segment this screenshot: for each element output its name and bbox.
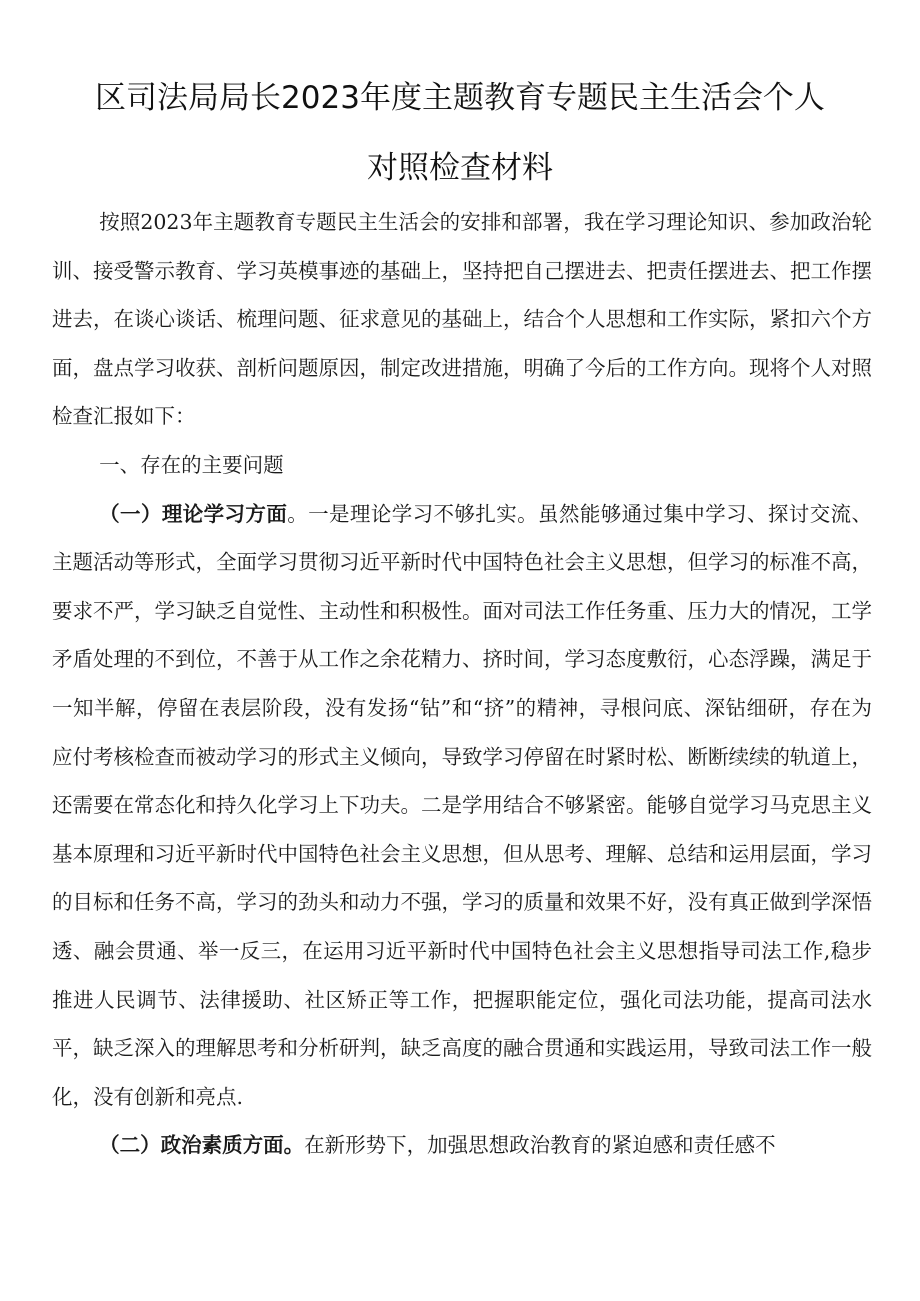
- theory-study-paragraph: [52, 490, 872, 1122]
- document-body: [52, 198, 872, 1170]
- intro-paragraph: 按照2023年主题教育专题民主生活会的安排和部署，我在学习理论知识、参加政治轮训、接受警示教育、学习英模事迹的基础上，坚持把自己摆进去、把责任摆进去、把工作摆进去，在谈心谈话、梳理问题、征求意见的基础上，结合个人思想和工作实际，紧扣六个方面，盘点学习收获、剖析问题原因，制定改进措施，明确了今后的工作方向。现将个人对照检查汇报如下：: [52, 210, 872, 429]
- political-quality-paragraph: [52, 1121, 872, 1170]
- theory-study-text: 。一是理论学习不够扎实。虽然能够通过集中学习、探讨交流、主题活动等形式，全面学习贯彻习近平新时代中国特色社会主义思想，但学习的标准不高，要求不严，学习缺乏自觉性、主动性和积极性。面对司法工作任务重、压力大的情况，工学矛盾处理的不到位，不善于从工作之余花精力、挤时间，学习态度敷衍，心态浮躁，满足于一知半解，停留在表层阶段，没有发扬“钻”和“挤”的精神，寻根问底、深钻细研，存在为应付考核检查而被动学习的形式主义倾向，导致学习停留在时紧时松、断断续续的轨道上，还需要在常态化和持久化学习上下功夫。二是学用结合不够紧密。能够自觉学习马克思主义基本原理和习近平新时代中国特色社会主义思想，但从思考、理解、总结和运用层面，学习的目标和任务不高，学习的劲头和动力不强，学习的质量和效果不好，没有真正做到学深悟透、融会贯通、举一反三，在运用习近平新时代中国特色社会主义思想指导司法工作,稳步推进人民调节、法律援助、社区矫正等工作，把握职能定位，强化司法功能，提高司法水平，缺乏深入的理解思考和分析研判，缺乏高度的融合贯通和实践运用，导致司法工作一般化，没有创新和亮点.: [52, 501, 873, 1109]
- theory-study-label: （一）理论学习方面: [99, 501, 288, 526]
- section-heading-problems: 一、存在的主要问题: [99, 452, 284, 477]
- document-title-line1: 区司法局局长2023年度主题教育专题民主生活会个人: [95, 80, 825, 116]
- political-quality-label: （二）政治素质方面。: [99, 1133, 305, 1158]
- document-title-line2: 对照检查材料: [367, 150, 553, 186]
- political-quality-text: 在新形势下，加强思想政治教育的紧迫感和责任感不: [304, 1133, 776, 1158]
